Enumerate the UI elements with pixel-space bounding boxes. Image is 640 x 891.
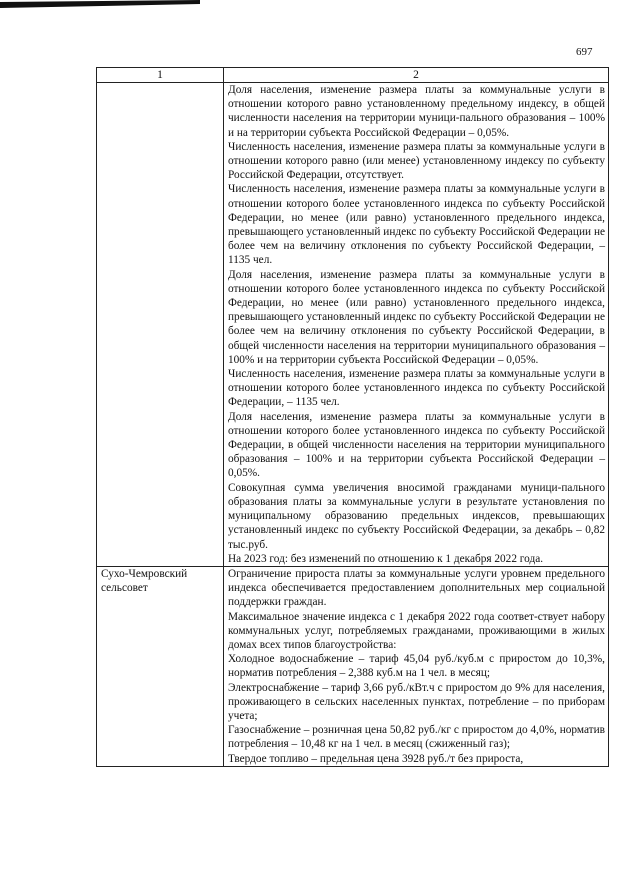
paragraph: На 2023 год: без изменений по отношению к 1 декабря 2022 года.: [228, 552, 544, 565]
paragraph: Холодное водоснабжение – тариф 45,04 руб./куб.м с приростом до 10,3%, норматив потребления – 2,388 куб.м на 1 чел. в месяц;: [228, 653, 605, 680]
paragraph: Численность населения, изменение размера платы за коммунальные услуги в отношении которого более установленного индекса по субъекту Российской Федерации, но менее (или равно) установленного предельного индекса, превышающего установленный индекс по субъекту Российской Федерации не более чем на величину отклонения по субъекту Российской Федерации, – 1135 чел.: [228, 183, 605, 267]
column-header-2: 2: [224, 68, 609, 83]
paragraph: Ограничение прироста платы за коммунальные услуги уровнем предельного индекса обеспечивается предоставлением дополнительных мер социальной поддержки граждан.: [228, 567, 605, 609]
paragraph: Максимальное значение индекса с 1 декабря 2022 года соответ-ствует набору коммунальных услуг, потребляемых гражданами, проживающими в жилых домах всех типов благоустройства:: [228, 610, 605, 651]
row-1-municipality: [97, 83, 224, 567]
table-header-row: [97, 68, 609, 83]
municipality-name: Сухо-Чемровский сельсовет: [101, 567, 188, 595]
paragraph: Численность населения, изменение размера платы за коммунальные услуги в отношении которого равно (или менее) установленному индексу по субъекту Российской Федерации, отсутствует.: [228, 140, 605, 182]
column-header-1: 1: [97, 68, 224, 83]
scan-edge-mark: [0, 0, 200, 9]
page-number: 697: [576, 46, 593, 58]
paragraph: Газоснабжение – розничная цена 50,82 руб./кг с приростом до 4,0%, норматив потребления – 10,48 кг на 1 чел. в месяц (сжиженный газ);: [228, 724, 605, 751]
paragraph: Численность населения, изменение размера платы за коммунальные услуги в отношении которого более установленного индекса по субъекту Российской Федерации, – 1135 чел.: [228, 368, 605, 409]
table-row: [97, 83, 609, 567]
row-1-description: [224, 83, 609, 567]
paragraph: Доля населения, изменение размера платы за коммунальные услуги в отношении которого равно установленному предельному индексу, в общей численности населения на территории муници-пального образования – 100% и на территории субъекта Российской Федерации – 0,05%.: [228, 84, 605, 139]
paragraph: Доля населения, изменение размера платы за коммунальные услуги в отношении которого более установленного индекса по субъекту Российской Федерации, но менее (или равно) установленного предельного индекса, превышающего установленный индекс по субъекту Российской Федерации не более чем на величину отклонения по субъекту Российской Федерации, в общей численности населения на территории муниципального образования – 100% и на территории субъекта Российской Федерации – 0,05%.: [228, 268, 605, 366]
paragraph: Твердое топливо – предельная цена 3928 руб./т без прироста,: [228, 752, 524, 765]
row-2-description: [224, 566, 609, 766]
paragraph: Электроснабжение – тариф 3,66 руб./кВт.ч с приростом до 9% для населения, проживающего в сельских населенных пунктах, потребление – по приборам учета;: [228, 681, 605, 722]
row-2-municipality: [97, 566, 224, 766]
table-row: [97, 566, 609, 766]
paragraph: Доля населения, изменение размера платы за коммунальные услуги в отношении которого более установленного индекса по субъекту Российской Федерации, в общей численности населения на территории муниципального образования – 100% и на территории субъекта Российской Федерации – 0,05%.: [228, 410, 605, 480]
paragraph: Совокупная сумма увеличения вносимой гражданами муници-пального образования платы за коммунальные услуги в результате установления по муниципальному образованию предельных индексов, превышающих установленный индекс по субъекту Российской Федерации, за декабрь – 0,82 тыс.руб.: [228, 481, 605, 551]
data-table: [96, 67, 609, 767]
